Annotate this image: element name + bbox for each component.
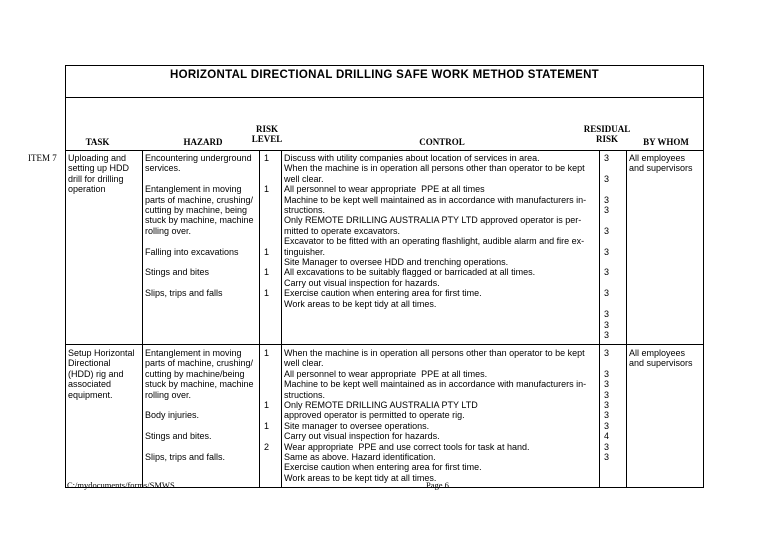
residual-risk-cell: 3 3 3 3 3 3 3 3 3 3 3 bbox=[604, 153, 610, 340]
header-bottom-rule bbox=[65, 150, 704, 151]
document-title: HORIZONTAL DIRECTIONAL DRILLING SAFE WORK METHOD STATEMENT bbox=[169, 69, 600, 81]
header-risk-level: RISK LEVEL bbox=[251, 124, 283, 144]
column-rule bbox=[599, 151, 600, 488]
column-rule bbox=[142, 151, 143, 488]
hazard-cell: Encountering underground services. Entanglement in moving parts of machine, crushing/ cutting by machine, being stuck by machine, machine rolling over. Falling into excavations Stings and bites Slips, trips and falls bbox=[145, 153, 254, 299]
by-whom-cell: All employees and supervisors bbox=[629, 153, 693, 174]
item-label: ITEM 7 bbox=[28, 153, 57, 163]
task-cell: Setup Horizontal Directional (HDD) rig and associated equipment. bbox=[68, 348, 135, 400]
footer-file-path: C:/mydocuments/forms/SMWS bbox=[67, 480, 175, 490]
risk-level-cell: 1 1 1 2 bbox=[264, 348, 270, 452]
risk-level-cell: 1 1 1 1 1 bbox=[264, 153, 270, 299]
column-rule bbox=[281, 151, 282, 488]
title-bar bbox=[65, 65, 704, 98]
control-cell: Discuss with utility companies about location of services in area. When the machine is in operation all persons other than operator to be kept well clear. All personnel to wear appropriate PPE at all times Machine to be kept well maintained as in accordance with manufacturers in- structions. Only REMOTE DRILLING AUSTRALIA PTY LTD approved operator is per- mitted to operate excavators. Excavator to be fitted with an operating flashlight, audible alarm and fire ex- tinguisher. Site Manager to oversee HDD and trenching operations. All excavations to be suitably flagged or barricaded at all times. Carry out visual inspection for hazards. Exercise caution when entering area for first time. Work areas to be kept tidy at all times. bbox=[284, 153, 587, 309]
residual-risk-cell: 3 3 3 3 3 3 3 4 3 3 bbox=[604, 348, 610, 463]
column-rule bbox=[626, 151, 627, 488]
header-task: TASK bbox=[85, 137, 110, 147]
row-divider bbox=[65, 344, 704, 345]
task-cell: Uploading and setting up HDD drill for drilling operation bbox=[68, 153, 130, 195]
footer-page-number: Page 6 bbox=[426, 480, 449, 490]
hazard-cell: Entanglement in moving parts of machine, crushing/ cutting by machine/being stuck by machine, machine rolling over. Body injuries. Stings and bites. Slips, trips and falls. bbox=[145, 348, 254, 463]
header-hazard: HAZARD bbox=[183, 137, 223, 147]
control-cell: When the machine is in operation all persons other than operator to be kept well clear. All personnel to wear appropriate PPE at all times. Machine to be kept well maintained as in accordance with manufacturers in- structions. Only REMOTE DRILLING AUSTRALIA PTY LTD approved operator is permitted to operate rig. Site manager to oversee operations. Carry out visual inspection for hazards. Wear appropriate PPE and use correct tools for task at hand. Same as above. Hazard identification. Exercise caution when entering area for first time. Work areas to be kept tidy at all times. bbox=[284, 348, 587, 483]
header-by-whom: BY WHOM bbox=[643, 137, 689, 147]
by-whom-cell: All employees and supervisors bbox=[629, 348, 693, 369]
column-rule bbox=[259, 151, 260, 488]
header-residual-risk: RESIDUAL RISK bbox=[583, 124, 631, 144]
header-control: CONTROL bbox=[419, 137, 465, 147]
